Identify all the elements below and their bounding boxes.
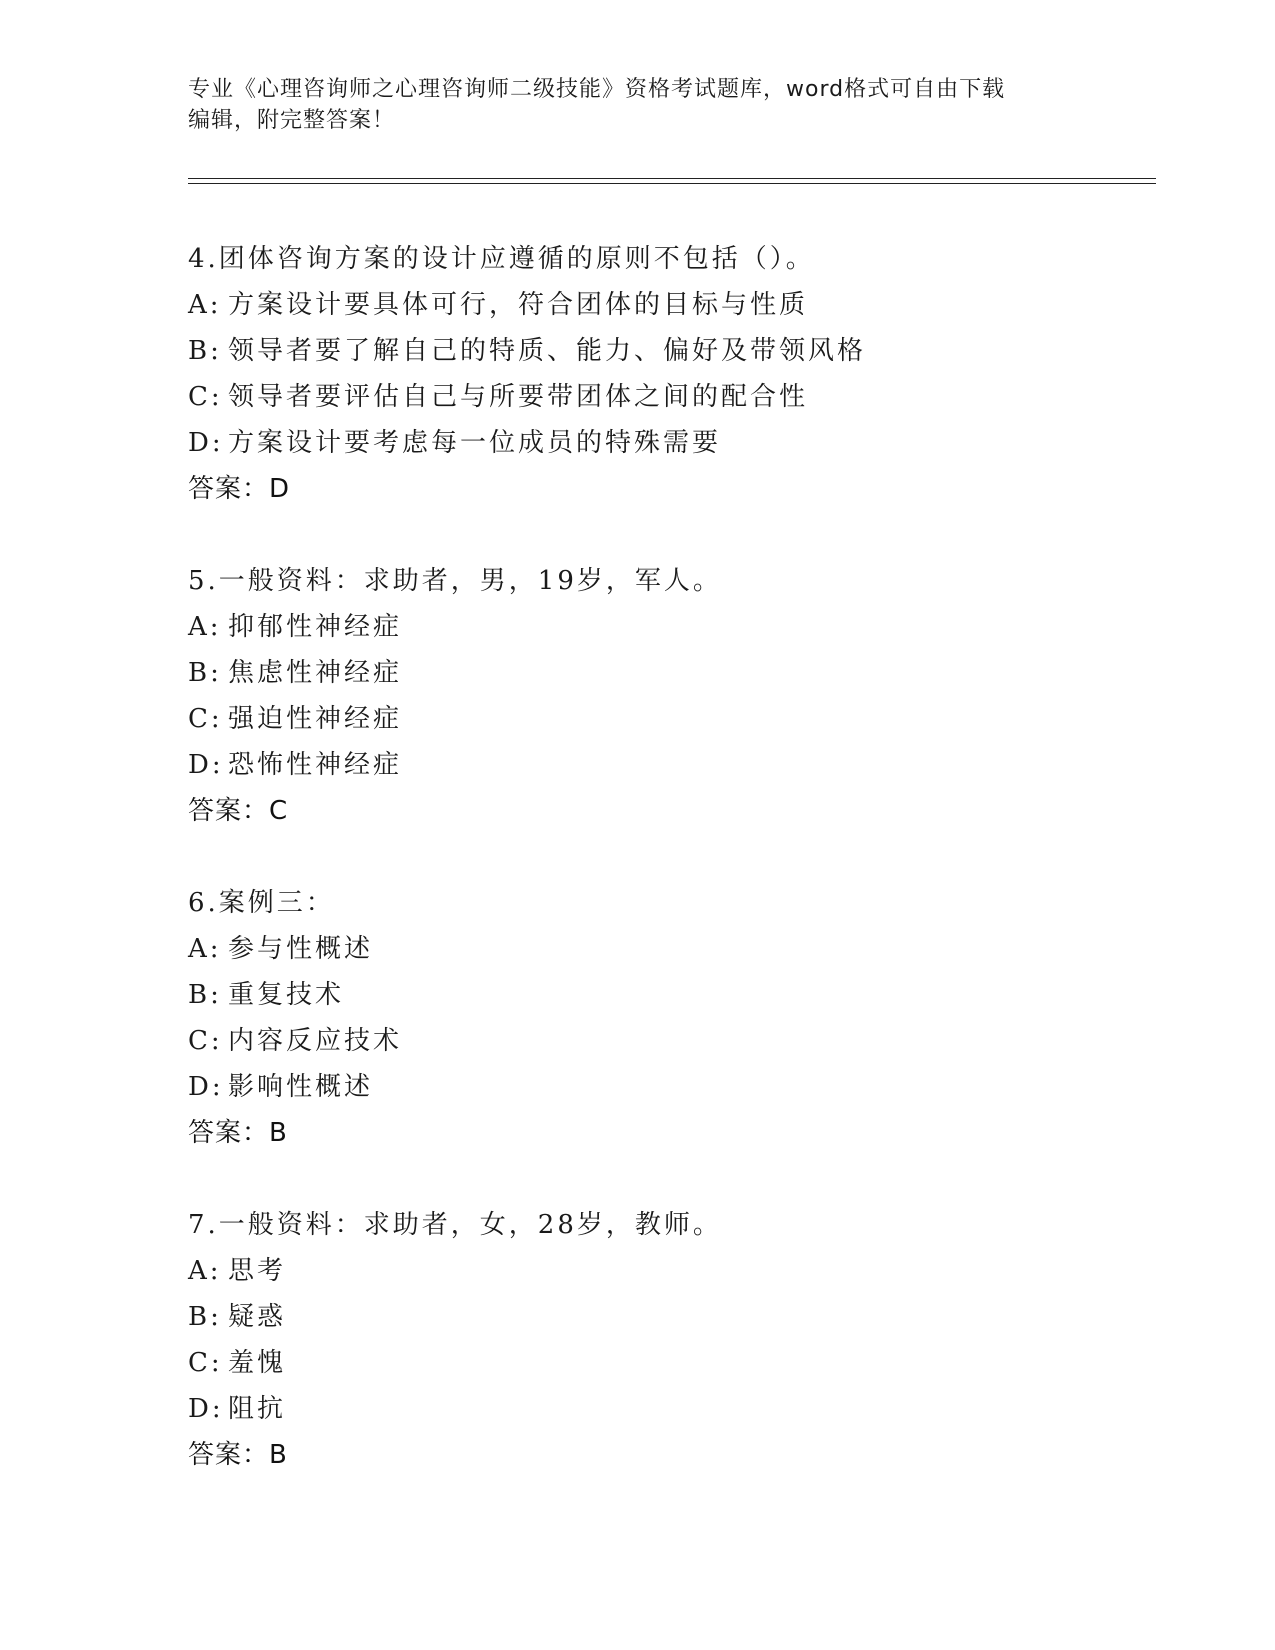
option-text: 抑郁性神经症 [228, 612, 403, 642]
option-key: A: [188, 934, 222, 964]
question-6 [188, 880, 1148, 1156]
option-d [188, 742, 1148, 788]
option-key: B: [188, 980, 222, 1010]
option-c [188, 374, 1148, 420]
option-b [188, 650, 1148, 696]
option-text: 思考 [228, 1256, 287, 1286]
option-a [188, 604, 1148, 650]
option-key: D: [188, 428, 224, 458]
option-key: C: [188, 1348, 223, 1378]
option-text: 领导者要评估自己与所要带团体之间的配合性 [228, 382, 809, 412]
option-text: 强迫性神经症 [228, 704, 403, 734]
question-7 [188, 1202, 1148, 1478]
option-text: 领导者要了解自己的特质、能力、偏好及带领风格 [228, 336, 867, 366]
option-text: 方案设计要具体可行，符合团体的目标与性质 [228, 290, 809, 320]
option-d [188, 1386, 1148, 1432]
option-d [188, 420, 1148, 466]
answer-line: 答案：D [188, 474, 291, 504]
option-b [188, 328, 1148, 374]
option-key: D: [188, 1394, 224, 1424]
option-text: 焦虑性神经症 [228, 658, 403, 688]
option-key: C: [188, 704, 223, 734]
question-list [188, 236, 1148, 1524]
question-stem: 4.团体咨询方案的设计应遵循的原则不包括（）。 [188, 244, 815, 274]
option-a [188, 926, 1148, 972]
option-key: B: [188, 336, 222, 366]
option-key: A: [188, 612, 222, 642]
answer-line: 答案：B [188, 1440, 288, 1470]
document-header [188, 74, 1068, 136]
option-key: B: [188, 1302, 222, 1332]
option-c [188, 696, 1148, 742]
option-text: 恐怖性神经症 [228, 750, 403, 780]
option-text: 内容反应技术 [228, 1026, 403, 1056]
option-text: 参与性概述 [228, 934, 374, 964]
option-key: A: [188, 1256, 222, 1286]
option-key: A: [188, 290, 222, 320]
header-line-1: 专业《心理咨询师之心理咨询师二级技能》资格考试题库，word格式可自由下载 [188, 77, 1006, 102]
option-c [188, 1018, 1148, 1064]
question-stem: 7.一般资料：求助者，女，28岁，教师。 [188, 1210, 722, 1240]
option-c [188, 1340, 1148, 1386]
option-key: B: [188, 658, 222, 688]
option-d [188, 1064, 1148, 1110]
option-b [188, 972, 1148, 1018]
option-a [188, 1248, 1148, 1294]
question-4 [188, 236, 1148, 512]
question-5 [188, 558, 1148, 834]
option-key: D: [188, 1072, 224, 1102]
option-key: D: [188, 750, 224, 780]
option-text: 羞愧 [228, 1348, 287, 1378]
option-text: 疑惑 [228, 1302, 287, 1332]
option-a [188, 282, 1148, 328]
option-text: 影响性概述 [228, 1072, 374, 1102]
option-key: C: [188, 382, 223, 412]
answer-line: 答案：B [188, 1118, 288, 1148]
question-stem: 6.案例三： [188, 888, 335, 918]
option-text: 重复技术 [228, 980, 345, 1010]
header-divider-bottom [188, 183, 1156, 184]
header-divider-top [188, 178, 1156, 179]
option-text: 方案设计要考虑每一位成员的特殊需要 [228, 428, 722, 458]
option-b [188, 1294, 1148, 1340]
option-text: 阻抗 [228, 1394, 287, 1424]
question-stem: 5.一般资料：求助者，男，19岁，军人。 [188, 566, 722, 596]
header-line-2: 编辑，附完整答案！ [188, 108, 396, 133]
option-key: C: [188, 1026, 223, 1056]
answer-line: 答案：C [188, 796, 289, 826]
